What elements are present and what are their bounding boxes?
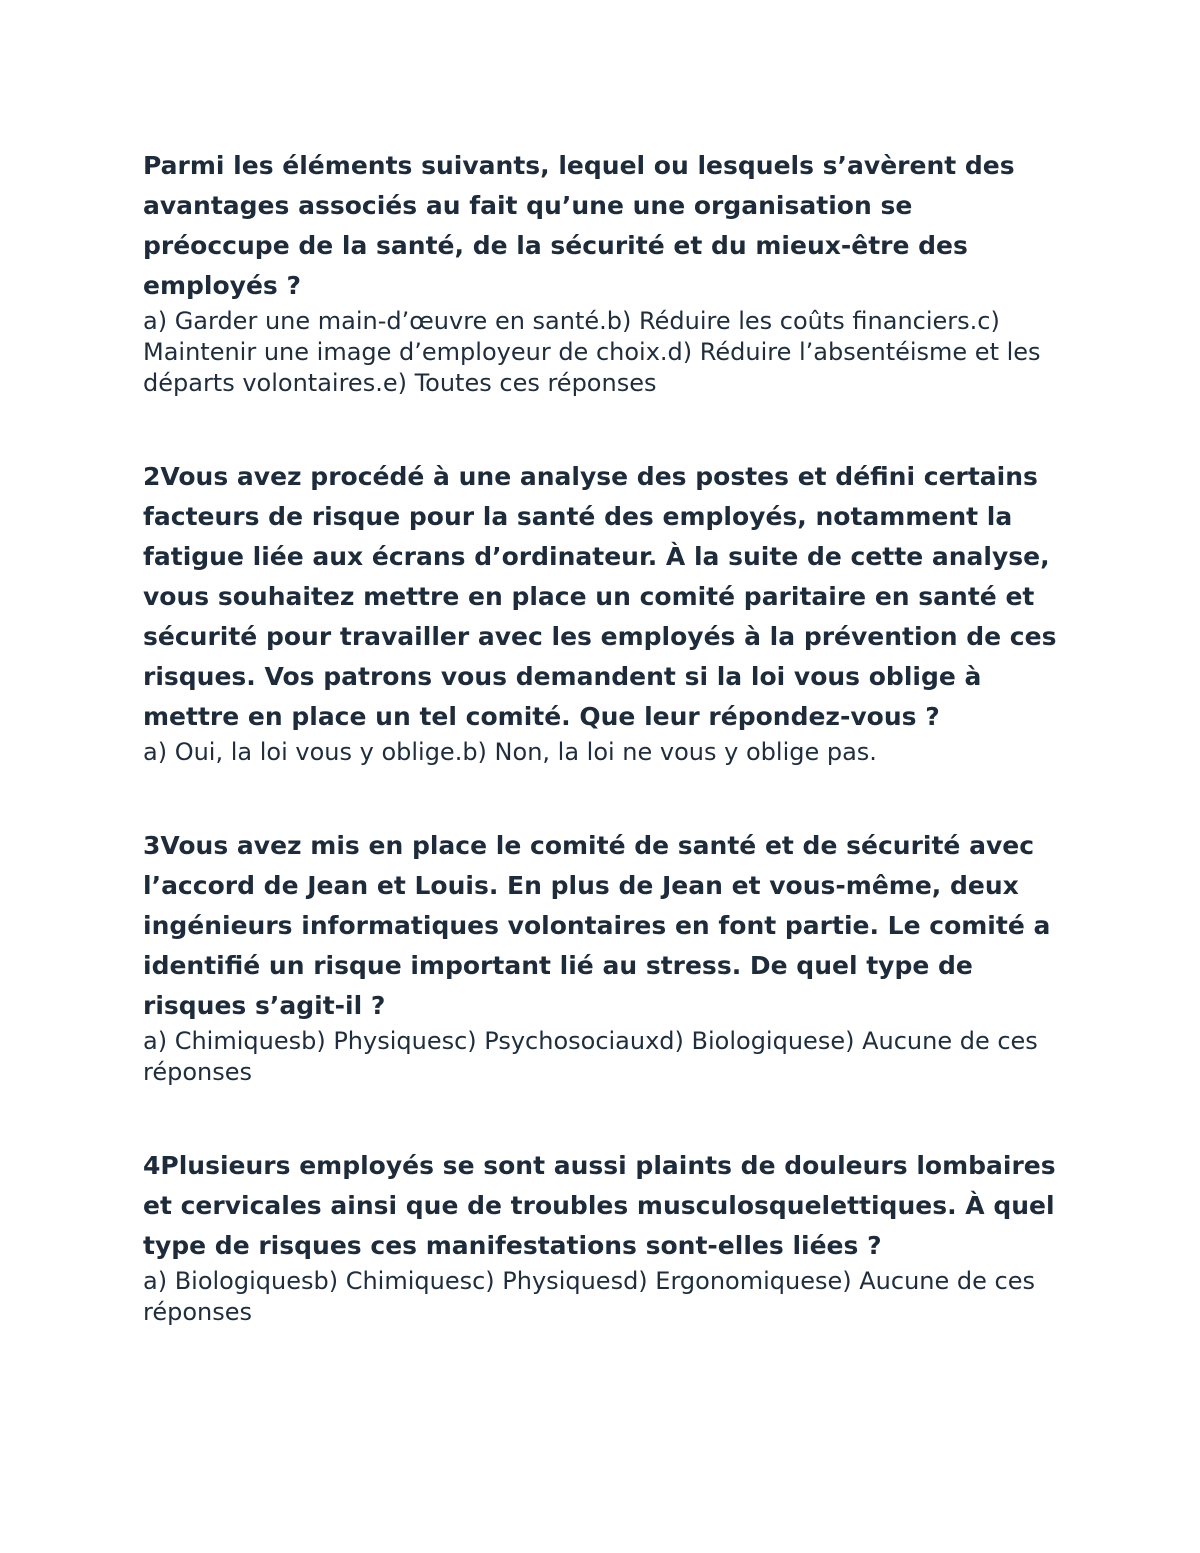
question-text: 2Vous avez procédé à une analyse des postes et défini certains facteurs de risque pour la santé des employés, notamment la fatigue liée aux écrans d’ordinateur. À la suite de cette analyse, vous souhaitez mettre en place un comité paritaire en santé et sécurité pour travailler avec les employés à la prévention de ces risques. Vos patrons vous demandent si la loi vous oblige à mettre en place un tel comité. Que leur répondez-vous ? — [143, 462, 1057, 731]
question-block-2 — [143, 457, 1063, 768]
answer-options: a) Garder une main-d’œuvre en santé.b) Réduire les coûts financiers.c) Maintenir une image d’employeur de choix.d) Réduire l’absentéisme et les départs volontaires.e) Toutes ces réponses — [143, 307, 1041, 397]
question-text: Parmi les éléments suivants, lequel ou lesquels s’avèrent des avantages associés au fait qu’une une organisation se préoccupe de la santé, de la sécurité et du mieux-être des employés ? — [143, 151, 1015, 300]
answer-options: a) Biologiquesb) Chimiquesc) Physiquesd) Ergonomiquese) Aucune de ces réponses — [143, 1267, 1035, 1326]
answer-options: a) Oui, la loi vous y oblige.b) Non, la loi ne vous y oblige pas. — [143, 738, 877, 766]
question-text: 3Vous avez mis en place le comité de santé et de sécurité avec l’accord de Jean et Louis. En plus de Jean et vous-même, deux ingénieurs informatiques volontaires en font partie. Le comité a identifié un risque important lié au stress. De quel type de risques s’agit-il ? — [143, 831, 1051, 1020]
question-block-3 — [143, 826, 1063, 1088]
question-block-1 — [143, 146, 1063, 399]
question-block-4 — [143, 1146, 1063, 1328]
answer-options: a) Chimiquesb) Physiquesc) Psychosociauxd) Biologiquese) Aucune de ces réponses — [143, 1027, 1038, 1086]
question-text: 4Plusieurs employés se sont aussi plaints de douleurs lombaires et cervicales ainsi que de troubles musculosquelettiques. À quel type de risques ces manifestations sont-elles liées ? — [143, 1151, 1056, 1260]
document-page — [143, 146, 1063, 1386]
